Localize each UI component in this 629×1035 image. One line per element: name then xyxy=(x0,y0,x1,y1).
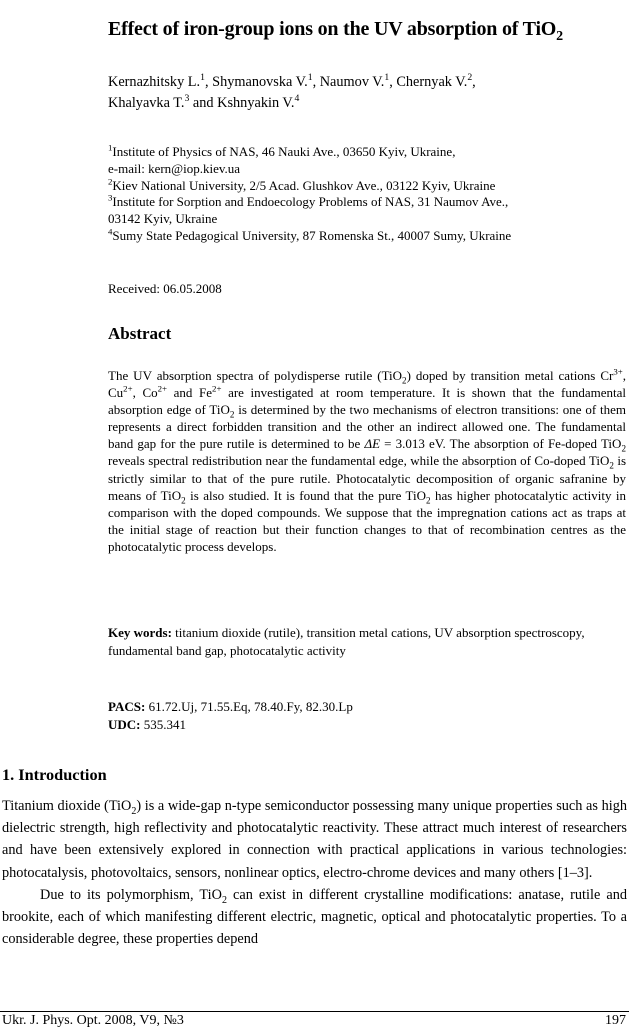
udc-line: UDC: 535.341 xyxy=(108,717,186,732)
author-line-2: Khalyavka T.$^3$ and Kshnyakin V.$^4$ xyxy=(108,93,300,111)
page-number: 197 xyxy=(605,1013,626,1028)
footer-rule xyxy=(0,1011,629,1012)
keywords-label: Key words: xyxy=(108,625,172,640)
received-date: Received: 06.05.2008 xyxy=(108,281,222,296)
intro-paragraph-1: Titanium dioxide (TiO$_2$) is a wide-gap n-type semiconductor possessing many unique properties such as high dielectric strength, high reflectivity and photocatalytic reactivity. These attract much interest of researchers and have been extensively explored in connection with practical applications in various technologies: photocatalysis, photovoltaics, sensors, nonlinear optics, electro-chrome devices and many others [1–3]. xyxy=(2,798,628,881)
intro-paragraph-2: Due to its polymorphism, TiO$_2$ can exist in different crystalline modifications: anatase, rutile and brookite, each of which manifesting different electric, magnetic, optical and photocatalytic properties. To a considerable degree, these properties depend xyxy=(2,886,627,948)
author-list xyxy=(108,72,608,114)
affiliation-3: $^3$Institute for Sorption and Endoecology Problems of NAS, 31 Naumov Ave., xyxy=(108,193,509,210)
classification-codes xyxy=(108,698,353,734)
author-line-1: Kernazhitsky L.$^1$, Shymanovska V.$^1$, Naumov V.$^1$, Chernyak V.$^2$, xyxy=(108,72,476,90)
affiliation-1: $^1$Institute of Physics of NAS, 46 Nauki Ave., 03650 Kyiv, Ukraine, xyxy=(108,142,456,159)
keywords: Key words: titanium dioxide (rutile), transition metal cations, UV absorption spectroscopy, fundamental band gap, photocatalytic activity xyxy=(108,625,585,658)
affiliation-2: $^2$Kiev National University, 2/5 Acad. Glushkov Ave., 03122 Kyiv, Ukraine xyxy=(108,176,496,193)
email-link[interactable]: e-mail: kern@iop.kiev.ua xyxy=(108,160,241,176)
paper-title: Effect of iron-group ions on the UV absorption of TiO$_2$ xyxy=(108,18,563,44)
journal-citation: Ukr. J. Phys. Opt. 2008, V9, №3 xyxy=(2,1013,184,1028)
abstract-text: The UV absorption spectra of polydisperse rutile (TiO$_2$) doped by transition metal cations $Cr^{3+}$, $Cu^{2+}$, $Co^{2+}$ and $Fe^{2+}$ are investigated at room temperature. It is shown that the fundamental absorption edge of TiO$_2$ is determined by the two mechanisms of electron transitions: one of them represents a direct forbidden transition and the other an indirect allowed one. The fundamental band gap for the pure rutile is determined to be ΔE = 3.013 eV. The absorption of Fe-doped TiO$_2$ reveals spectral redistribution near the fundamental edge, while the absorption of Co-doped TiO$_2$ is strictly similar to that of the pure rutile. Photocatalytic decomposition of organic safranine by means of TiO$_2$ is also studied. It is found that the pure TiO$_2$ has higher photocatalytic activity in comparison with the doped compounds. We suppose that the impregnation cations act as traps at the initial stage of reaction but their function changes to that of recombination centres as the photocatalytic process develops. xyxy=(108,366,626,554)
section-heading: 1. Introduction xyxy=(2,765,107,784)
pacs-line: PACS: 61.72.Uj, 71.55.Eq, 78.40.Fy, 82.30.Lp xyxy=(108,699,353,714)
affiliation-4: $^4$Sumy State Pedagogical University, 87 Romenska St., 40007 Sumy, Ukraine xyxy=(108,226,512,243)
abstract-heading: Abstract xyxy=(108,324,172,343)
affiliations xyxy=(108,144,608,245)
introduction-body xyxy=(2,795,627,950)
affiliation-3-cont: 03142 Kyiv, Ukraine xyxy=(108,211,218,227)
